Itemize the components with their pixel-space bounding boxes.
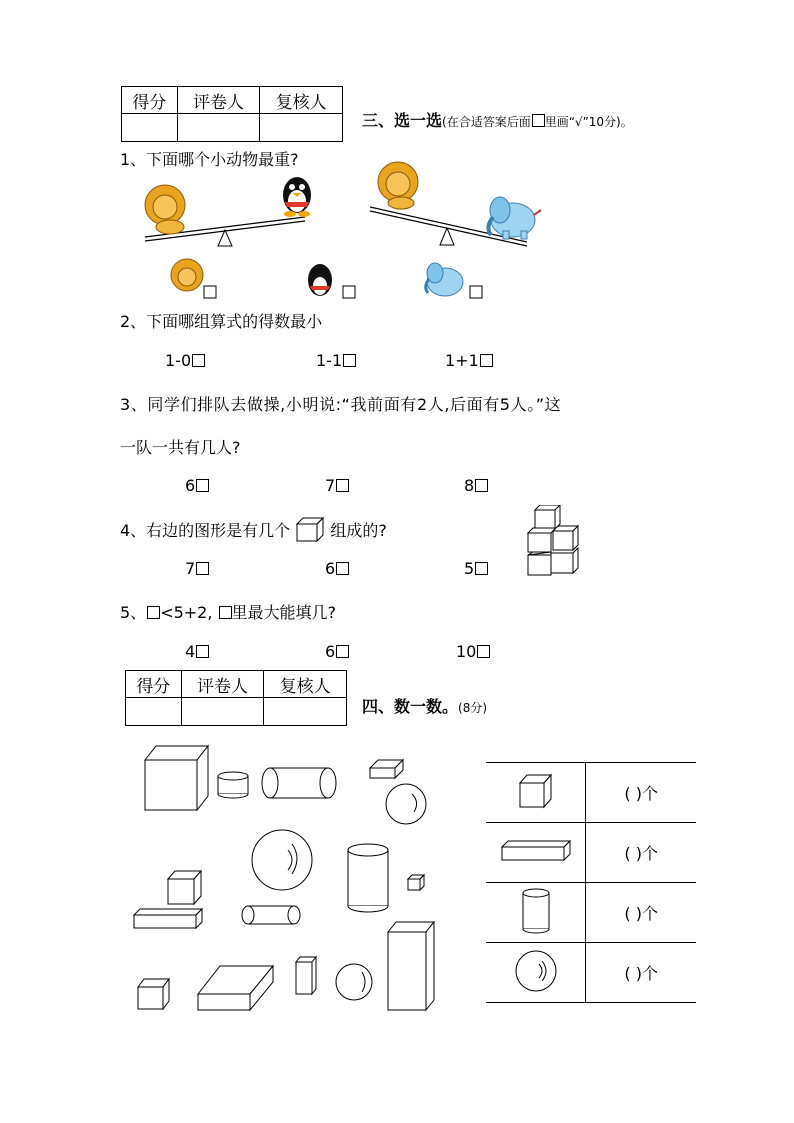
q5-text-b: <5+2, (160, 603, 213, 622)
section4-shapes-illustration (130, 742, 450, 1017)
q5-option-b[interactable] (325, 642, 349, 661)
answer-box-icon (343, 354, 356, 367)
section4-note: (8分) (458, 701, 488, 715)
section3-heading: 三、选一选 (362, 111, 443, 130)
q5-option-a[interactable] (185, 642, 209, 661)
option-lion (171, 259, 216, 298)
reviewer-header: 复核人 (260, 87, 343, 114)
count-row-cube-shape (486, 763, 586, 823)
answer-box-icon (196, 562, 209, 575)
option-label: 7 (325, 476, 336, 495)
q3-option-b[interactable] (325, 476, 349, 495)
score-cell[interactable] (122, 114, 178, 142)
score-table-1 (121, 86, 343, 142)
answer-box-icon (532, 114, 545, 127)
q5-text-a: 5、 (120, 603, 147, 622)
penguin-icon (283, 177, 311, 217)
section3-note: (在合适答案后面 (442, 115, 531, 129)
sphere-icon (252, 830, 312, 890)
q2-option-c[interactable] (445, 351, 493, 370)
option-label: 6 (185, 476, 196, 495)
count-table (486, 762, 696, 1003)
answer-box-icon (336, 645, 349, 658)
count-row-sphere-shape (486, 943, 586, 1003)
q1-seesaw-illustration (135, 155, 555, 305)
reviewer-cell[interactable] (260, 114, 343, 142)
answer-box-icon (219, 606, 232, 619)
cylinder-icon (218, 772, 248, 798)
answer-box-icon (196, 645, 209, 658)
answer-box-icon (477, 645, 490, 658)
q3-line1: 3、同学们排队去做操,小明说:“我前面有2人,后面有5人。”这 (120, 395, 562, 414)
answer-box-icon (475, 562, 488, 575)
cube-icon (408, 875, 424, 890)
option-label: 1-1 (316, 351, 343, 370)
option-label: 5 (464, 559, 475, 578)
q4-text-a: 4、右边的图形是有几个 (120, 521, 291, 540)
answer-box-icon (343, 286, 355, 298)
q5-text-c: 里最大能填几? (231, 603, 337, 622)
answer-box-icon (470, 286, 482, 298)
option-label: 7 (185, 559, 196, 578)
q2-option-b[interactable] (316, 351, 356, 370)
cube-icon (295, 516, 325, 542)
q1-text: 1、下面哪个小动物最重? (120, 150, 299, 169)
section4-heading: 四、数一数。 (362, 697, 459, 716)
option-label: 1-0 (165, 351, 192, 370)
cube-icon (145, 746, 208, 810)
reviewer-header: 复核人 (264, 671, 347, 698)
cuboid-icon (500, 840, 572, 862)
cube-icon (138, 979, 169, 1009)
q3-option-a[interactable] (185, 476, 209, 495)
answer-box-icon (336, 479, 349, 492)
answer-box-icon (475, 479, 488, 492)
cylinder-icon (262, 768, 336, 798)
q5-text (120, 600, 336, 623)
q4-text (120, 516, 387, 542)
answer-box-icon (147, 606, 160, 619)
elephant-icon (488, 197, 541, 239)
cuboid-icon (198, 966, 273, 1010)
option-penguin (308, 264, 355, 298)
option-label: 4 (185, 642, 196, 661)
option-label: 10 (456, 642, 477, 661)
cylinder-icon (242, 906, 300, 924)
answer-box-icon (336, 562, 349, 575)
sphere-icon (336, 964, 372, 1000)
cube-icon (168, 871, 201, 904)
grader-header: 评卷人 (181, 671, 264, 698)
seesaw-2 (370, 162, 541, 246)
lion-icon (145, 185, 185, 234)
count-answer-cylinder[interactable]: ( )个 (586, 883, 696, 943)
reviewer-cell[interactable] (264, 698, 347, 726)
option-label: 6 (325, 642, 336, 661)
cuboid-icon (296, 957, 316, 994)
q2-text: 2、下面哪组算式的得数最小 (120, 312, 323, 331)
answer-box-icon (204, 286, 216, 298)
q3-option-c[interactable] (464, 476, 488, 495)
option-label: 8 (464, 476, 475, 495)
grader-header: 评卷人 (177, 87, 260, 114)
cuboid-icon (370, 760, 403, 778)
q3-line2: 一队一共有几人? (120, 438, 241, 457)
score-cell[interactable] (126, 698, 182, 726)
answer-box-icon (196, 479, 209, 492)
score-header: 得分 (126, 671, 182, 698)
option-elephant (426, 263, 482, 298)
answer-box-icon (192, 354, 205, 367)
cylinder-icon (348, 844, 388, 912)
score-table-2 (125, 670, 347, 726)
lion-icon (378, 162, 418, 209)
cylinder-icon (520, 887, 552, 935)
grader-cell[interactable] (181, 698, 264, 726)
sphere-icon (386, 784, 426, 824)
sphere-icon (514, 949, 558, 993)
section3-note2: 里画“√”10分)。 (544, 115, 633, 129)
count-row-cylinder-shape (486, 883, 586, 943)
section4-title (362, 694, 487, 717)
seesaw-1 (145, 177, 311, 246)
cuboid-icon (134, 909, 202, 928)
option-label: 1+1 (445, 351, 479, 370)
section3-title (362, 108, 633, 131)
q4-cube-stack-illustration (525, 505, 585, 577)
q4-option-a[interactable] (185, 559, 209, 578)
count-answer-cuboid[interactable]: ( )个 (586, 823, 696, 883)
count-answer-sphere[interactable]: ( )个 (586, 943, 696, 1003)
q2-option-a[interactable] (165, 351, 205, 370)
answer-box-icon (480, 354, 493, 367)
cuboid-icon (388, 922, 434, 1010)
cube-icon (518, 773, 554, 809)
grader-cell[interactable] (177, 114, 260, 142)
count-answer-cube[interactable]: ( )个 (586, 763, 696, 823)
q5-option-c[interactable] (456, 642, 490, 661)
q4-option-b[interactable] (325, 559, 349, 578)
score-header: 得分 (122, 87, 178, 114)
option-label: 6 (325, 559, 336, 578)
q4-text-b: 组成的? (330, 521, 387, 540)
count-row-cuboid-shape (486, 823, 586, 883)
q4-option-c[interactable] (464, 559, 488, 578)
